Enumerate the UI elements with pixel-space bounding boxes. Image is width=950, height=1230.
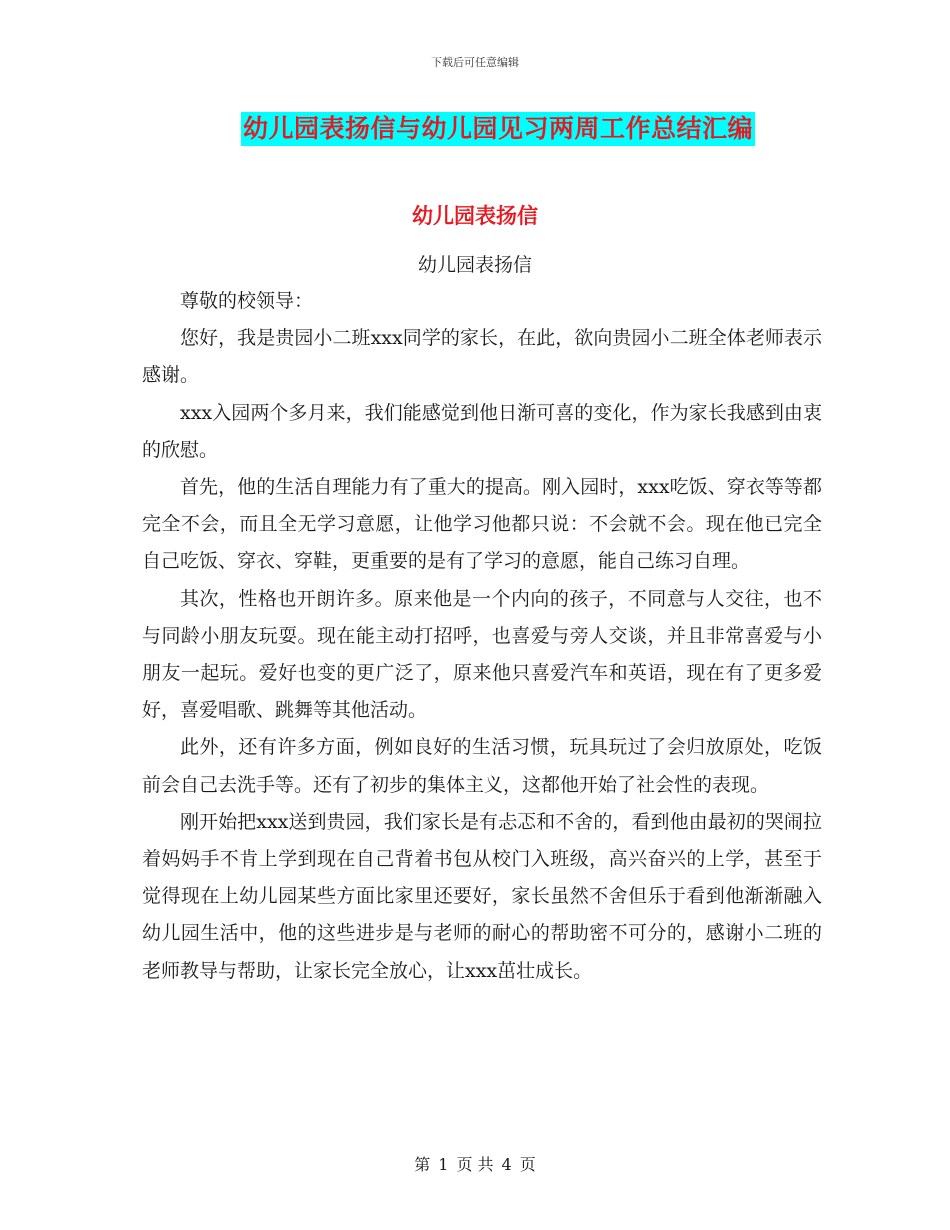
paragraph: xxx入园两个多月来，我们能感觉到他日渐可喜的变化，作为家长我感到由衷的欣慰。	[142, 401, 822, 461]
sub-title: 幼儿园表扬信	[417, 254, 532, 276]
footer-prefix: 第	[414, 1155, 431, 1174]
footer-middle: 页 共	[456, 1155, 494, 1174]
footer-suffix: 页	[519, 1155, 536, 1174]
main-title: 幼儿园表扬信与幼儿园见习两周工作总结汇编	[241, 112, 755, 146]
paragraph: 其次，性格也开朗许多。原来他是一个内向的孩子，不同意与人交往，也不与同龄小朋友玩耍。现在能主动打招呼，也喜爱与旁人交谈，并且非常喜爱与小朋友一起玩。爱好也变的更广泛了，原来他只喜爱汽车和英语，现在有了更多爱好，喜爱唱歌、跳舞等其他活动。	[142, 587, 822, 722]
paragraph: 首先，他的生活自理能力有了重大的提高。刚入园时，xxx吃饭、穿衣等等都完全不会，而且全无学习意愿，让他学习他都只说：不会就不会。现在他已完全自己吃饭、穿衣、穿鞋，更重要的是有了学习的意愿，能自己练习自理。	[142, 476, 822, 573]
header-note: 下载后可任意编辑	[431, 56, 519, 69]
main-title-wrap	[0, 112, 950, 146]
paragraph: 此外，还有许多方面，例如良好的生活习惯，玩具玩过了会归放原处，吃饭前会自己去洗手等。还有了初步的集体主义，这都他开始了社会性的表现。	[142, 736, 822, 796]
page-footer	[0, 1152, 950, 1175]
paragraph: 您好，我是贵园小二班xxx同学的家长，在此，欲向贵园小二班全体老师表示感谢。	[142, 327, 822, 387]
footer-total-pages: 4	[501, 1155, 512, 1174]
paragraph: 刚开始把xxx送到贵园，我们家长是有忐忑和不舍的，看到他由最初的哭闹拉着妈妈手不肯上学到现在自己背着书包从校门入班级，高兴奋兴的上学，甚至于觉得现在上幼儿园某些方面比家里还要好，家长虽然不舍但乐于看到他渐渐融入幼儿园生活中，他的这些进步是与老师的耐心的帮助密不可分的，感谢小二班的老师教导与帮助，让家长完全放心，让xxx茁壮成长。	[142, 810, 822, 982]
footer-page-number: 1	[438, 1155, 449, 1174]
body-text	[142, 283, 822, 990]
paragraph-salutation: 尊敬的校领导：	[180, 290, 314, 312]
section-title: 幼儿园表扬信	[412, 203, 538, 228]
